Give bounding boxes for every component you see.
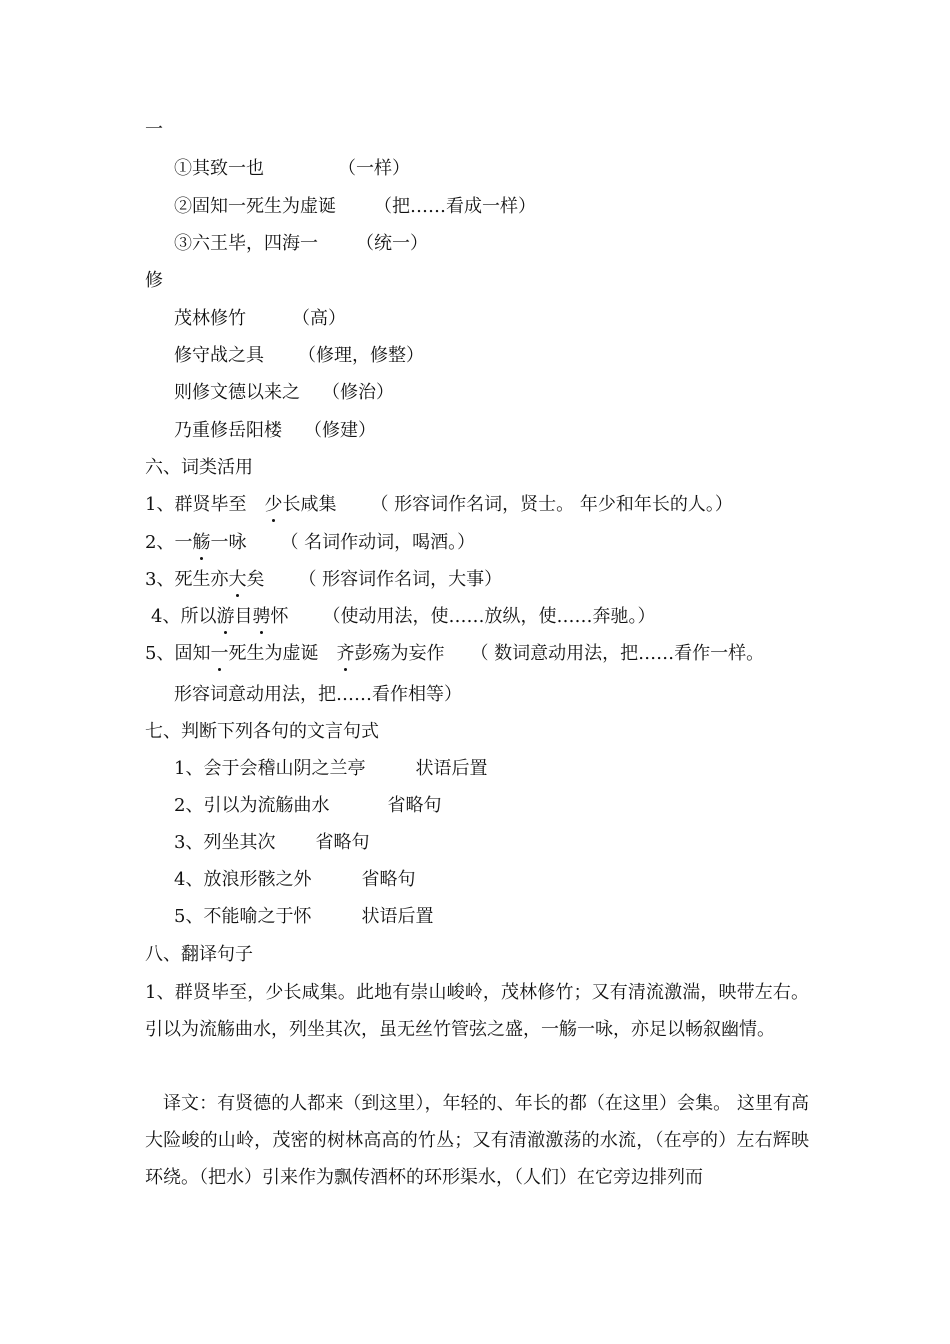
sentence-type: 省略句	[387, 795, 442, 816]
gloss: （ 形容词作名词，大事）	[298, 569, 503, 590]
list-item	[145, 531, 475, 555]
sentence-part: 长咸集	[282, 494, 337, 515]
gloss-continuation: 形容词意动用法，把……看作相等）	[174, 684, 462, 705]
list-item	[174, 905, 433, 929]
sentence: 5、不能喻之于怀	[174, 906, 312, 927]
heading-xiu: 修	[145, 270, 163, 291]
item-number: 3、	[145, 569, 175, 590]
item-number: 5、	[145, 643, 175, 664]
gloss: （统一）	[356, 233, 428, 254]
list-item	[174, 157, 410, 181]
dotted-char: 齐	[336, 643, 355, 664]
dotted-char: 大	[228, 569, 247, 590]
list-item	[174, 794, 441, 818]
gloss: （把……看成一样）	[374, 196, 536, 217]
sentence-part: 群贤毕至	[174, 494, 247, 515]
item-number: 2、	[145, 532, 175, 553]
item-number: 1、	[145, 494, 175, 515]
example-text: 乃重修岳阳楼	[174, 420, 282, 441]
sentence-part: 彭殇为妄作	[354, 643, 445, 664]
sentence-part: 目	[234, 606, 253, 627]
dotted-char: 骋	[252, 606, 271, 627]
sentence-type: 状语后置	[361, 906, 434, 927]
sentence-part: 死生亦	[174, 569, 229, 590]
section-7-heading: 七、判断下列各句的文言句式	[145, 721, 379, 742]
sentence-part: 怀	[270, 606, 289, 627]
list-item	[174, 344, 424, 368]
list-item	[174, 419, 376, 443]
sentence: 3、列坐其次	[174, 832, 276, 853]
list-item	[145, 493, 733, 517]
sentence: 2、引以为流觞曲水	[174, 795, 330, 816]
sentence-part: 一	[174, 532, 193, 553]
list-item	[174, 307, 346, 331]
item-number: 4、	[151, 606, 181, 627]
original-passage: 1、群贤毕至，少长咸集。此地有崇山峻岭，茂林修竹；又有清流激湍，映带左右。引以为流觞曲水，列坐其次，虽无丝竹管弦之盛，一觞一咏，亦足以畅叙幽情。	[145, 982, 809, 1040]
list-item	[145, 642, 764, 666]
gloss: （ 数词意动用法，把……看作一样。	[470, 643, 765, 664]
example-text: 修守战之具	[174, 345, 264, 366]
sentence-part: 一咏	[210, 532, 247, 553]
dotted-char: 觞	[192, 532, 211, 553]
list-item	[174, 232, 428, 256]
sentence-type: 省略句	[361, 869, 416, 890]
sentence: 1、会于会稽山阴之兰亭	[174, 758, 366, 779]
gloss: （使动用法，使……放纵，使……奔驰。）	[322, 606, 656, 627]
gloss: （修治）	[322, 382, 394, 403]
gloss: （高）	[292, 308, 346, 329]
gloss: （修建）	[304, 420, 376, 441]
dotted-char: 一	[210, 643, 229, 664]
list-item	[174, 831, 369, 855]
sentence-part: 矣	[246, 569, 265, 590]
gloss: （ 形容词作名词，贤士。 年少和年长的人。）	[370, 494, 733, 515]
example-text: 茂林修竹	[174, 308, 246, 329]
dotted-char: 游	[216, 606, 235, 627]
sentence-part: 固知	[174, 643, 211, 664]
section-6-heading: 六、词类活用	[145, 457, 253, 478]
section-8-heading: 八、翻译句子	[145, 944, 253, 965]
list-item	[174, 868, 415, 892]
example-text: ③六王毕，四海一	[174, 233, 318, 254]
heading-yi: 一	[145, 119, 163, 140]
gloss: （修理，修整）	[298, 345, 424, 366]
list-item	[145, 568, 502, 592]
sentence-type: 状语后置	[415, 758, 488, 779]
list-item	[174, 195, 536, 219]
example-text: ②固知一死生为虚诞	[174, 196, 336, 217]
sentence: 4、放浪形骸之外	[174, 869, 312, 890]
gloss: （ 名词作动词，喝酒。）	[280, 532, 476, 553]
list-item	[174, 757, 487, 781]
translation-passage: 译文：有贤德的人都来（到这里），年轻的、年长的都（在这里）会集。 这里有高大险峻的山岭，茂密的树林高高的竹丛；又有清澈激荡的水流，（在亭的）左右辉映环绕。（把水）引来作为飘传酒杯的环形渠水，（人们）在它旁边排列而	[145, 1093, 809, 1188]
sentence-part: 死生为虚诞	[228, 643, 319, 664]
example-text: ①其致一也	[174, 158, 264, 179]
list-item	[174, 381, 394, 405]
dotted-char: 少	[264, 494, 283, 515]
gloss: （一样）	[338, 158, 410, 179]
sentence-type: 省略句	[315, 832, 370, 853]
list-item	[151, 605, 655, 629]
example-text: 则修文德以来之	[174, 382, 300, 403]
sentence-part: 所以	[180, 606, 217, 627]
